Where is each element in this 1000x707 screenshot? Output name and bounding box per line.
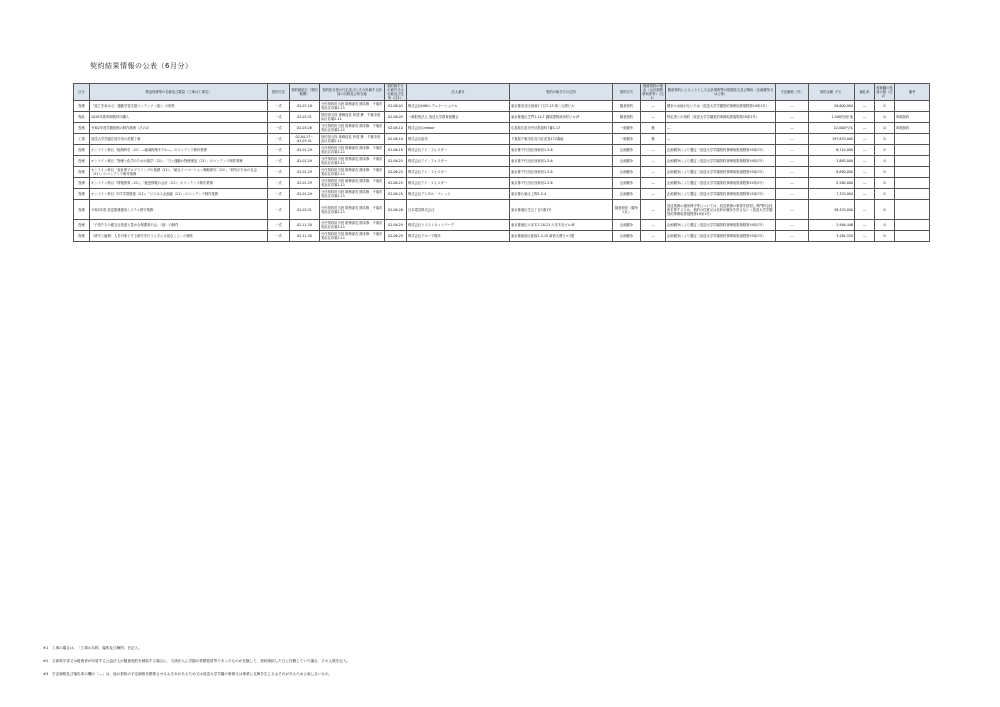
table-cell: 02.04.17〜03.03.31 [290,134,320,145]
table-row [74,123,930,134]
table-cell: 0 [875,167,895,178]
table-cell: 02.03.26 [290,123,320,134]
table-cell: 企画競争 [613,220,641,231]
table-cell: 企画競争により選定（放送大学学園契約事務取扱規程第19条1号） [666,156,776,167]
table-cell: — [855,178,875,189]
table-cell: 02.06.10 [385,123,407,134]
table-cell: 東京都渋谷区神南1丁目7-13 第二大岡ビル [510,101,613,112]
table-cell: 02.01.29 [290,156,320,167]
table-cell: — [855,101,875,112]
table-cell: 株式会社アイ・フォスター [407,145,510,156]
table-cell: 0 [875,231,895,242]
table-cell: 役務 [74,156,90,167]
table-cell: 役務 [74,189,90,200]
table-cell: 企画競争 [613,156,641,167]
footnotes [43,645,350,684]
table-cell: 02.03.31 [290,200,320,220]
column-header: 備考 [895,84,930,101]
table-cell: 一式 [268,189,290,200]
table-cell: 2020年度印刷教材の購入 [90,112,268,123]
table-cell: 随意契約（競争入札） [613,200,641,220]
table-cell: 分任契約担当役 財務部長 國本修 千葉市美浜区若葉2-11 [320,189,385,200]
table-row [74,112,930,123]
table-cell: 02.06.19 [385,145,407,156]
table-cell: 役務 [74,231,90,242]
column-header: 契約担当役の氏名並びにその所属する部局の名称及び所在地 [320,84,385,101]
table-cell [895,156,930,167]
table-cell: 02.06.26 [385,200,407,220]
table-cell: 02.06.29 [385,220,407,231]
table-cell [895,145,930,156]
table-cell: — [855,123,875,134]
table-cell: 2,946,446 [809,220,855,231]
table-cell: 分任契約担当役 財務部長 國本修 千葉市美浜区若葉2-11 [320,167,385,178]
table-cell: 企画競争 [613,178,641,189]
table-cell: — [776,220,809,231]
table-cell: 工事 [74,134,90,145]
table-cell: — [641,220,666,231]
column-header: 契約方法 [268,84,290,101]
table-cell: 東京都港区芝門1-14-1 錦屋建物神谷町ビル2F [510,112,613,123]
table-cell: — [641,200,666,220]
table-cell: 一式 [268,134,290,145]
table-cell: 一式 [268,112,290,123]
table-cell: 0 [875,112,895,123]
table-cell: 契約担当役 事務局長 伊達 薫 千葉市美浜区若葉2-11 [320,134,385,145]
table-cell: — [855,112,875,123]
table-cell: 8,890,000 [809,167,855,178]
table-row [74,231,930,242]
table-cell: — [776,156,809,167]
table-cell: 02.06.25 [385,167,407,178]
table-row [74,189,930,200]
table-cell: — [855,200,875,220]
table-row [74,134,930,145]
table-cell: 「子供たちの健全な発達と豊かな保護者の会」（仮）の制作 [90,220,268,231]
column-header: 契約締結日（契約期間） [290,84,320,101]
table-cell: 197,670,000 [809,134,855,145]
table-cell: 東京都港区六本木7-18-23 六本木光ビル4F [510,220,613,231]
table-cell: 0 [875,189,895,200]
column-header: 契約金額（円） [809,84,855,101]
table-row [74,178,930,189]
table-cell: 役務 [74,200,90,220]
table-cell: 株式会社ドラストネットワーク [407,220,510,231]
table-cell: — [776,134,809,145]
column-header: 随意契約の理由（会計規程第何条等）（注1） [642,84,664,100]
table-cell: 0 [875,134,895,145]
column-header: 法人番号 [407,84,510,101]
table-body [74,101,930,242]
table-cell: 02.01.29 [290,167,320,178]
column-header: 予定価格（円） [776,84,809,101]
table-cell: 分任契約担当役 財務部長 國本修 千葉市美浜区若葉2-11 [320,123,385,134]
table-cell: 02.01.29 [290,178,320,189]
table-row [74,220,930,231]
table-cell: 一式 [268,178,290,189]
table-row [74,145,930,156]
table-cell: 株式会社協栄 [407,134,510,145]
footnote-3: ※3 予定価格及び落札率の欄の「—」は、他の契約の予定価格を類推させるおそれがあるため又は放送大学学園の事務又は事業に支障を生じるおそれがあるため公表しないもの。 [43,672,333,676]
table-cell: 分任契約担当役 財務部長 國本修 千葉市美浜区若葉2-11 [320,231,385,242]
table-cell: — [855,231,875,242]
table-cell: 東京都千代田区西神田1-3-6 [510,167,613,178]
table-cell: 22,000円/本 [809,123,855,134]
table-cell: 競争の余地がないため（放送大学学園契約事務取扱規程第19条1号） [666,101,776,112]
table-cell: オンライン科目「地域科学（21）―地域物理モデル―」のコンテンツ制作業務 [90,145,268,156]
table-cell: — [641,178,666,189]
table-cell: — [776,178,809,189]
table-cell: — [641,231,666,242]
table-cell: — [776,231,809,242]
table-cell: 0 [875,178,895,189]
table-cell: — [776,189,809,200]
table-cell: 02.11.30 [290,231,320,242]
table-cell: 千葉県千葉市花見川区花島172番地 [510,134,613,145]
table-cell: 分任契約担当役 財務部長 國本修 千葉市美浜区若葉2-11 [320,156,385,167]
table-cell: 役務 [74,101,90,112]
table-cell: 一式 [268,167,290,178]
table-cell: 役務 [74,123,90,134]
table-cell: 株式会社デジタル・ナレッジ [407,189,510,200]
table-row [74,200,930,220]
table-cell: 企画競争により選定（放送大学学園契約事務取扱規程第19条1号） [666,167,776,178]
table-cell: 02.06.25 [385,189,407,200]
table-cell: 企画競争 [613,231,641,242]
table-cell: 随意契約 [613,101,641,112]
table-cell: 分任契約担当役 財務部長 國本修 千葉市美浜区若葉2-11 [320,200,385,220]
table-cell: 一般競争 [613,134,641,145]
table-cell: 0 [875,200,895,220]
table-cell: 無 [641,134,666,145]
column-header: 随意契約によることとした会計規程等の根拠条文及び理由（企画競争又は公募） [666,84,776,101]
table-cell: 一般競争 [613,123,641,134]
table-cell [895,231,930,242]
table-cell: 38,470,000 [809,200,855,220]
table-cell: 随意契約 [613,112,641,123]
table-cell: 役務 [74,167,90,178]
column-header: 契約相手方の商号又は名称及び住所（注1） [385,84,407,101]
table-cell: 放送業務の運用保守等については、放送業務の事情を熟知し専門的な技術を要するため、契約の性質又は目的が競争を許さない（放送大学学園契約事務取扱規程第19条1号） [666,200,776,220]
footnote-1: ※1 工事の場合は、「工事の名称、場所及び種別」を記入。 [43,646,142,650]
column-header: 物品役務等の名称及び数量（工事は工事名） [90,84,268,101]
table-cell: 分任契約担当役 財務部長 國本修 千葉市美浜区若葉2-11 [320,145,385,156]
table-cell: 企画競争により選定（放送大学学園契約事務取扱規程第19条1号） [666,189,776,200]
table-cell: 「研究と倫理：人を対象とする研究を行うときに大切なこと」の制作 [90,231,268,242]
table-cell: 分任契約担当役 財務部長 國本修 千葉市美浜区若葉2-11 [320,220,385,231]
table-cell: 令和2年度 放送業務運用システム保守業務 [90,200,268,220]
table-cell: 単価契約 [895,123,930,134]
table-cell: 企画競争 [613,189,641,200]
table-cell: — [641,112,666,123]
table-cell: 02.06.25 [385,156,407,167]
table-cell: 3,284,520 [809,231,855,242]
table-cell: 02.01.29 [290,189,320,200]
table-cell: 28,600,000 [809,101,855,112]
table-cell: 分任契約担当役 財務部長 國本修 千葉市美浜区若葉2-11 [320,178,385,189]
table-cell: 一式 [268,101,290,112]
table-cell: 02.06.29 [385,231,407,242]
table-row [74,156,930,167]
table-cell: 「逃亡を求める！運動学習支援コンテンツ（仮）」の制作 [90,101,268,112]
table-cell: 株式会社グループ現代 [407,231,510,242]
table-cell: オンライン科目「表計算プログラミングの基礎（21）」「統合イノベーション戦略研究（21）」「研究のための社会（21）」のコンテンツ制作業務 [90,167,268,178]
table-cell: 企画競争により選定（放送大学学園契約事務取扱規程第19条1号） [666,231,776,242]
table-cell: 0 [875,145,895,156]
column-header: 落札率 [855,84,875,101]
table-cell: 1,408円/冊 他 [809,112,855,123]
column-header: 区分 [74,84,90,101]
table-cell: 一式 [268,123,290,134]
table-cell: — [776,167,809,178]
table-cell: オンライン科目「ICT学習環境（21）」「ビジネス企画論（21）」のコンテンツ制作業務 [90,189,268,200]
table-cell: 企画競争 [613,145,641,156]
column-header: 契約方式 [613,84,641,101]
table-cell: 東京都新宿区新宿2-3-15 新宿大関ビル7階 [510,231,613,242]
table-cell: 一式 [268,200,290,220]
table-cell: 株式会社アイ・フォスター [407,156,510,167]
table-cell: 株式会社Credoor [407,123,510,134]
table-cell [895,220,930,231]
table-cell: 6,710,000 [809,145,855,156]
footnote-2: ※2 文部科学省又は財務省が所管する公益法人が随意契約を締結する場合に、当該法人に学園の常勤役員等であったものが在籍して、契約締結した日に在籍していた場合、その人数を記入。 [43,659,351,663]
table-cell: 株式会社NHKエデュケーショナル [407,101,510,112]
table-cell: 3,883,000 [809,156,855,167]
table-cell: 単価契約 [895,112,930,123]
table-row [74,167,930,178]
table-cell: 株式会社アイ・フォスター [407,167,510,178]
table-cell: — [641,156,666,167]
table-cell: 株式会社アイ・フォスター [407,178,510,189]
table-cell: 02.06.03 [385,112,407,123]
table-cell: 広島県広島市中区紙屋町7番1-17 [510,123,613,134]
table-cell: 0 [875,123,895,134]
table-cell: — [641,101,666,112]
table-cell: — [666,134,776,145]
table-cell: 物品 [74,112,90,123]
table-cell [895,178,930,189]
table-cell: 7,370,000 [809,189,855,200]
table-cell: 一式 [268,145,290,156]
table-cell: 02.06.03 [385,101,407,112]
table-cell [895,189,930,200]
column-header: 再就職の役員の数（注2） [875,84,895,101]
table-cell: 無 [641,123,666,134]
table-cell: 5,280,000 [809,178,855,189]
page-title: 契約結果情報の公表（6月分） [90,62,193,70]
table-cell: — [855,189,875,200]
table-cell: 役務 [74,178,90,189]
table-cell: 東京都台東区上野5-3-4 [510,189,613,200]
table-cell: 役務 [74,145,90,156]
table-cell: 契約担当役 事務局長 伊達 薫 千葉市美浜区若葉2-11 [320,112,385,123]
table-cell: — [641,167,666,178]
table-cell: 一般財団法人 放送大学教育振興会 [407,112,510,123]
table-cell: オンライン科目「情報教育（21）」「秘密情報の会計（21）」のコンテンツ制作業務 [90,178,268,189]
table-cell: 0 [875,101,895,112]
table-cell: — [666,123,776,134]
table-cell: — [641,145,666,156]
table-cell: — [855,167,875,178]
table-cell: 放送大学学園広島分室の設置工事 [90,134,268,145]
header-row [74,84,930,101]
table-cell: 一式 [268,231,290,242]
table-cell: 企画競争により選定（放送大学学園契約事務取扱規程第19条1号） [666,145,776,156]
table-cell: 東京都千代田区西神田1-3-6 [510,178,613,189]
table-cell: — [855,134,875,145]
table-cell: — [855,145,875,156]
column-header: 契約の相手方の住所 [510,84,613,101]
table-cell [895,200,930,220]
table-cell: 東京都千代田区西神田1-3-6 [510,156,613,167]
table-cell: — [776,123,809,134]
table-cell: — [776,145,809,156]
table-cell: 02.01.29 [290,145,320,156]
table-cell: オンライン科目「物理と化学のための数学（21）」「力と運動の物理保証（21）」のコンテンツ制作業務 [90,156,268,167]
table-cell: 分任契約担当役 財務部長 國本修 千葉市美浜区若葉2-11 [320,101,385,112]
table-cell [895,134,930,145]
table-cell: 企画競争により選定（放送大学学園契約事務取扱規程第19条1号） [666,220,776,231]
table-cell: — [855,156,875,167]
table-row [74,101,930,112]
table-cell: 役務 [74,220,90,231]
table-cell: 02.03.31 [290,112,320,123]
table-cell: 02.06.10 [385,134,407,145]
table-cell: 02.11.30 [290,220,320,231]
contracts-table [73,83,930,242]
table-cell: — [776,101,809,112]
table-cell: — [776,112,809,123]
table-cell: 0 [875,156,895,167]
table-cell: — [776,200,809,220]
table-cell: — [641,189,666,200]
table-cell: 企画競争 [613,167,641,178]
table-cell: 一式 [268,220,290,231]
table-cell: 一式 [268,156,290,167]
table-cell: 東京都港区芝五丁目7番1号 [510,200,613,220]
table-cell: 東京都千代田区西神田1-3-6 [510,145,613,156]
table-cell [895,167,930,178]
table-cell: 02.06.25 [385,178,407,189]
table-cell: 企画競争により選定（放送大学学園契約事務取扱規程第19条1号） [666,178,776,189]
table-cell: 令和2年度学籍管理の制作業務（その2） [90,123,268,134]
table-cell [895,101,930,112]
table-cell: 特定者との契約（放送大学学園契約事務取扱規程第19条1号） [666,112,776,123]
table-cell: 0 [875,220,895,231]
table-cell: — [855,220,875,231]
table-cell: 日本電気株式会社 [407,200,510,220]
table-cell: 02.07.16 [290,101,320,112]
